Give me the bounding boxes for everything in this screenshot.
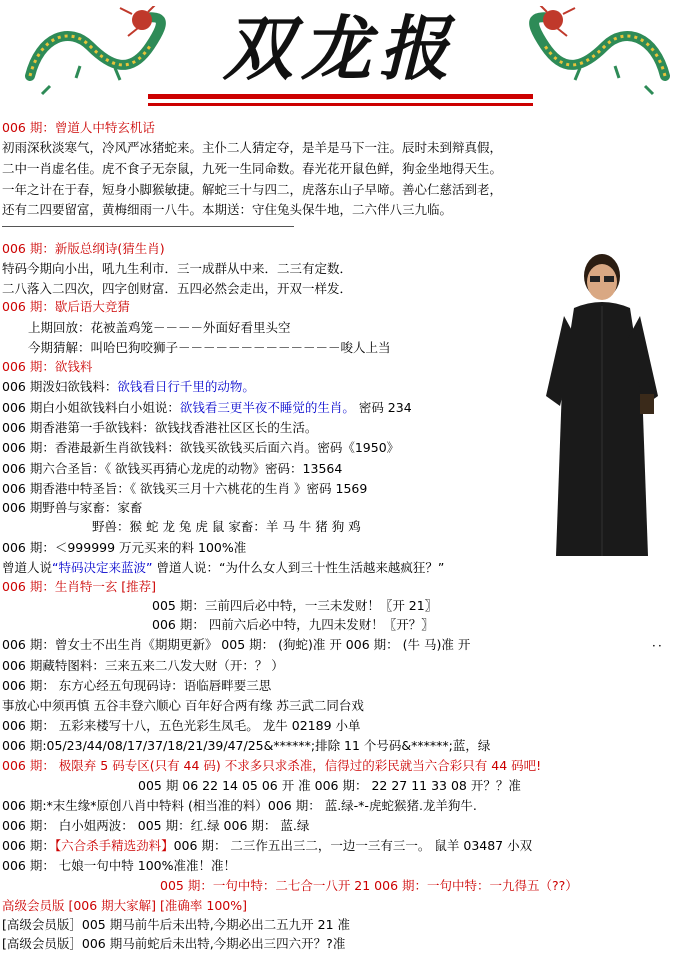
text-line: 野兽：猴 蛇 龙 兔 虎 鼠 家畜：羊 马 牛 猪 狗 鸡 [92, 519, 361, 534]
text-line: 005 期 06 22 14 05 06 开 准 006 期： 22 27 11 33 08 开？？准 [138, 778, 521, 793]
text-line: [高级会员版］005 期马前牛后未出特,今期必出二五九开 21 准 [2, 917, 351, 932]
text: 006 期： 二三作五出三二，一边一三有三一。 鼠羊 03487 小双 [173, 838, 533, 853]
text-line: 006 期:*末生缘*原创八肖中特料 (相当准的料）006 期： 蓝.绿-*-虎蛇猴猪.龙羊狗牛. [2, 798, 477, 813]
text-line: 006 期： 七娘一句中特 100%准准！准！ [2, 858, 237, 873]
text-line: 006 期野兽与家畜：家畜 [2, 500, 143, 515]
divider [2, 226, 294, 227]
section-heading: 006 期：欲钱料 [2, 359, 93, 374]
text-line: 二八落入二四次，四字创财富．五四必然会走出，开双一样发． [2, 281, 353, 296]
section-heading: 006 期： 极限弃 5 码专区(只有 44 码) 不求多只求杀准，信得过的彩民就当六合彩只有 44 码吧! [2, 758, 542, 773]
text-line: 005 期：三前四后必中特，一三未发财！〖开 21〗 [152, 598, 438, 613]
text-line: 005 期：一句中特：二七合一八开 21 006 期：一句中特：一九得五（??） [160, 878, 578, 893]
highlight: 【六合杀手精选劲料】 [54, 838, 174, 853]
highlight: 欲钱看日行千里的动物。 [117, 379, 255, 394]
text-line: 006 期： 五彩来楼写十八，五色光彩生凤毛。 龙牛 02189 小单 [2, 718, 361, 733]
dragon-right-icon [525, 6, 675, 98]
text-line: 006 期：＜999999 万元买来的料 100%准 [2, 540, 247, 555]
text-line: 二中一肖虚名佳。虎不食子无奈鼠，九死一生同命数。春光花开鼠色鲜，狗金坐地得天生。 [2, 161, 503, 176]
text-line: 006 期：曾女士不出生肖《期期更新》 005 期： (狗蛇)准 开 006 期： (牛 马)准 开 [2, 637, 471, 652]
text-line [2, 377, 255, 397]
dragon-left-icon [20, 6, 170, 98]
section-heading: 006 期：生肖特一玄 [推荐] [2, 579, 157, 594]
text-line: 006 期香港第一手欲钱料：欲钱找香港社区区长的生活。 [2, 420, 318, 435]
text-line: 006 期:05/23/44/08/17/37/18/21/39/47/25&******;排除 11 个号码&******;蓝，绿 [2, 738, 491, 753]
newspaper-title: 双龙报 [223, 7, 457, 90]
quote: 曾道人说：“为什么女人到三十性生活越来越疯狂？” [152, 560, 445, 575]
text-line: 还有二四要留富，黄梅细雨一八牛。本期送：守住兔头保牛地，二六伴八三九临。 [2, 202, 453, 217]
label: 006 期白小姐欲钱料白小姐说： [2, 400, 180, 415]
man-in-robe-illustration [538, 246, 666, 566]
masthead [0, 0, 688, 118]
section-heading: 006 期：曾道人中特玄机话 [2, 120, 155, 135]
label: 曾道人说 [2, 560, 53, 575]
text-line: 事放心中须再慎 五谷丰登六顺心 百年好合两有缘 苏三武二同台戏 [2, 698, 364, 713]
text-line: 一年之计在于春，短身小脚猴敏捷。解蛇三十与四二，虎落东山子早啼。善心仁慈活到老， [2, 182, 503, 197]
text-line [2, 558, 444, 578]
title-underline-thin [148, 103, 533, 106]
text-line: [高级会员版］006 期马前蛇后未出特,今期必出三四六开？?准 [2, 936, 346, 951]
text-line: 006 期： 四前六后必中特，九四未发财！〖开？〗 [152, 617, 434, 632]
text-line: 006 期： 白小姐两波： 005 期：红.绿 006 期： 蓝.绿 [2, 818, 310, 833]
title-underline [148, 94, 533, 99]
text-line: 006 期：香港最新生肖欲钱料：欲钱买欲钱买后面六肖。密码《1950》 [2, 440, 400, 455]
section-heading: 高级会员版 [006 期大家解] [准确率 100%] [2, 898, 247, 913]
code: 密码 234 [354, 400, 412, 415]
ellipsis-marks: ．． [652, 635, 671, 649]
highlight: “特码决定来蓝波” [52, 560, 153, 575]
text-line: 006 期： 东方心经五句现码诗：语临唇畔要三思 [2, 678, 272, 693]
section-heading: 006 期：歇后语大竞猜 [2, 299, 130, 314]
text-line [2, 398, 412, 418]
highlight: 欲钱看三更半夜不睡觉的生肖。 [179, 400, 355, 415]
text-line: 上期回放：花被盖鸡笼－－－－外面好看里头空 [28, 320, 291, 335]
label: 006 期泼妇欲钱料： [2, 379, 118, 394]
text-line: 006 期香港中特圣旨：《 欲钱买三月十六桃花的生肖 》密码 1569 [2, 481, 368, 496]
text-line: 006 期藏特图料：三来五来二八发大财（开：？ ） [2, 658, 284, 673]
text-line: 006 期六合圣旨：《 欲钱买再猜心龙虎的动物》密码：13564 [2, 461, 343, 476]
section-heading: 006 期：新版总纲诗(猜生肖) [2, 241, 165, 256]
label: 006 期： [2, 838, 55, 853]
text-line: 特码今期向小出，吼九生利市．三一成群从中来．二三有定数． [2, 261, 353, 276]
text-line: 今期猜解：叫哈巴狗咬狮子－－－－－－－－－－－－－唆人上当 [28, 340, 391, 355]
text-line [2, 836, 532, 856]
text-line: 初雨深秋淡寒气，冷风严冰猪蛇来。主仆二人猜定夺，是羊是马下一注。辰时未到辩真假， [2, 140, 503, 155]
